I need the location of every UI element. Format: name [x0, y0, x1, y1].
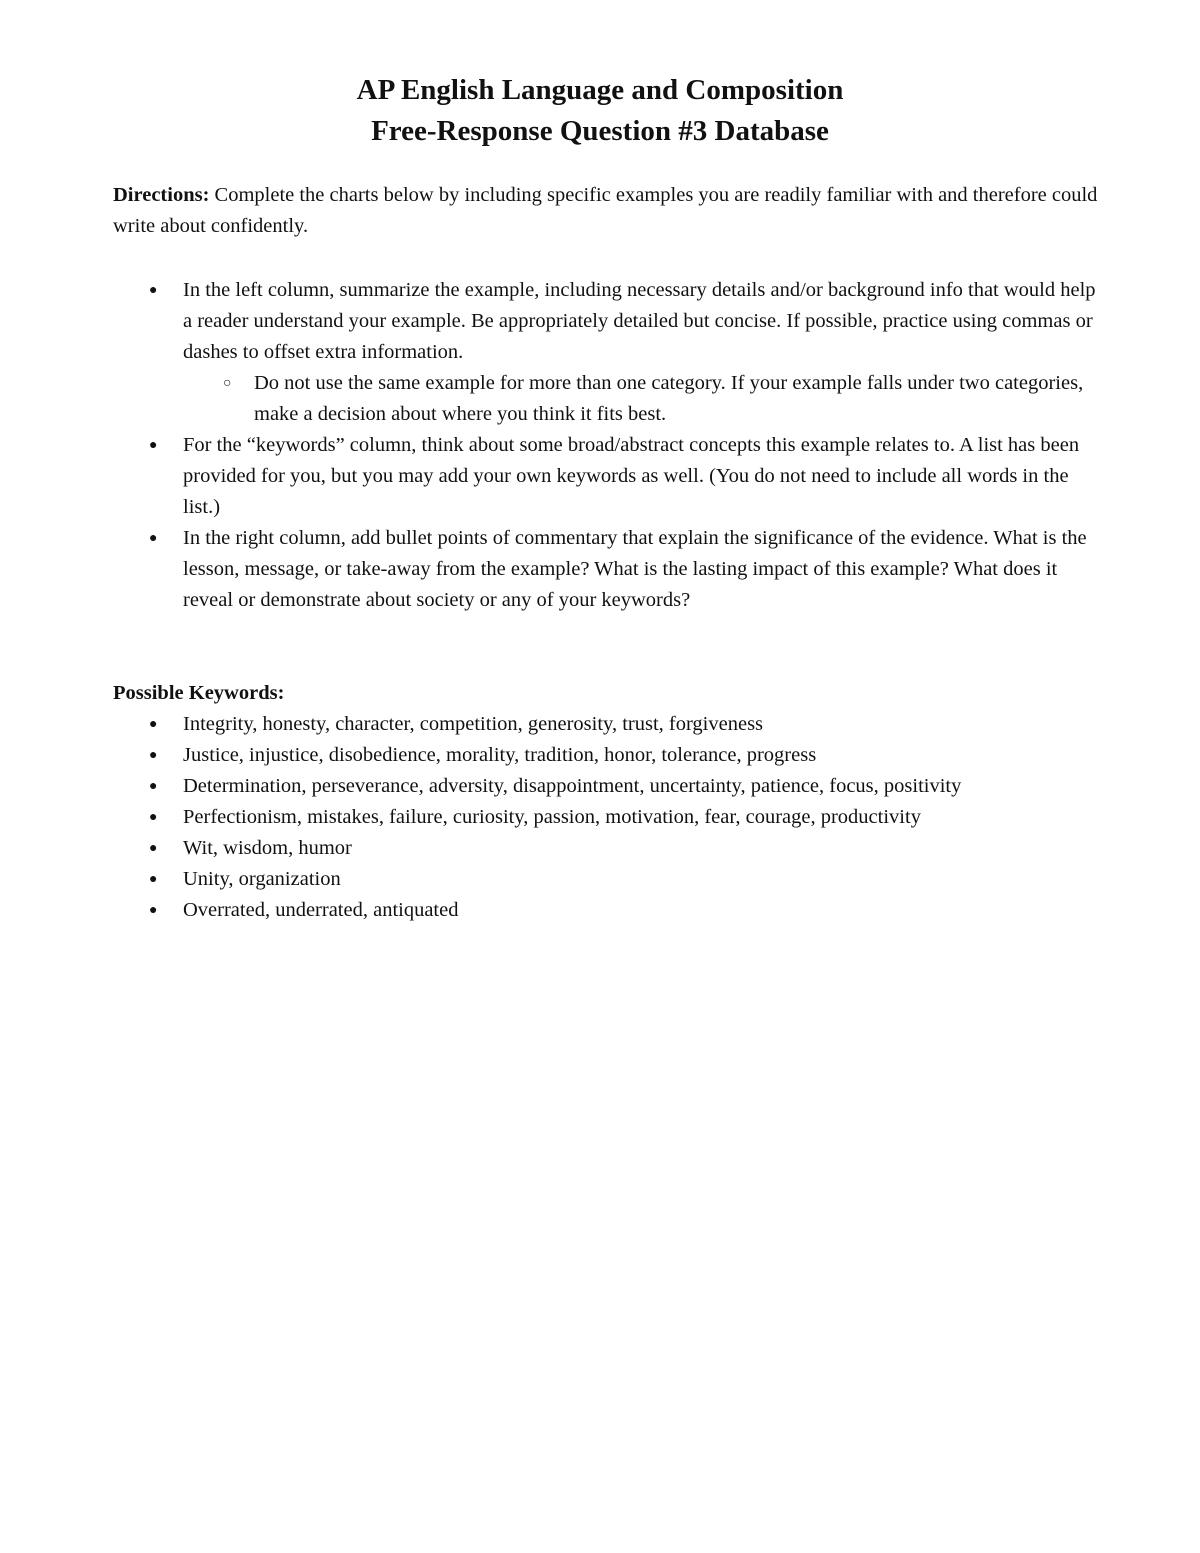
bullet-icon: ●: [149, 779, 158, 794]
bullet-icon: ●: [149, 748, 158, 763]
list-item: [113, 802, 1098, 833]
list-item: [113, 740, 1098, 771]
keyword-group: Perfectionism, mistakes, failure, curiosity, passion, motivation, fear, courage, productivity: [183, 806, 921, 828]
circle-bullet-icon: ○: [223, 376, 232, 391]
directions-text: Complete the charts below by including specific examples you are readily familiar with and therefore could write about confidently.: [113, 184, 1098, 237]
list-item: [113, 523, 1098, 616]
bullet-icon: ●: [149, 841, 158, 856]
document-title: [0, 70, 1200, 152]
instruction-subtext: Do not use the same example for more than one category. If your example falls under two categories, make a decision about where you think it fits best.: [254, 372, 1084, 425]
keyword-group: Unity, organization: [183, 868, 341, 890]
keywords-heading: Possible Keywords:: [113, 682, 285, 704]
list-item: [113, 864, 1098, 895]
keyword-group: Integrity, honesty, character, competition, generosity, trust, forgiveness: [183, 713, 764, 735]
list-item: [113, 771, 1098, 802]
bullet-icon: ●: [149, 872, 158, 887]
bullet-icon: ●: [149, 717, 158, 732]
list-item: [113, 709, 1098, 740]
instruction-text: In the left column, summarize the example, including necessary details and/or background info that would help a reader understand your example. Be appropriately detailed but concise. If possible, practice using commas or dashes to offset extra information.: [183, 279, 1096, 363]
list-item: [113, 430, 1098, 523]
list-item: [113, 275, 1098, 430]
list-item: [183, 368, 1098, 430]
instruction-text: For the “keywords” column, think about some broad/abstract concepts this example relates to. A list has been provided for you, but you may add your own keywords as well. (You do not need to include all words in the list.): [183, 434, 1080, 518]
instruction-text: In the right column, add bullet points of commentary that explain the significance of the evidence. What is the lesson, message, or take-away from the example? What is the lasting impact of this example? What does it reveal or demonstrate about society or any of your keywords?: [183, 527, 1087, 611]
bullet-icon: ●: [149, 438, 158, 453]
keywords-list: [113, 709, 1098, 926]
directions-paragraph: [113, 180, 1098, 242]
bullet-icon: ●: [149, 531, 158, 546]
bullet-icon: ●: [149, 810, 158, 825]
keyword-group: Overrated, underrated, antiquated: [183, 899, 459, 921]
instructions-list: [113, 275, 1098, 616]
title-line-1: AP English Language and Composition: [356, 74, 844, 106]
keyword-group: Wit, wisdom, humor: [183, 837, 352, 859]
title-line-2: Free-Response Question #3 Database: [371, 115, 829, 147]
list-item: [113, 895, 1098, 926]
list-item: [113, 833, 1098, 864]
bullet-icon: ●: [149, 903, 158, 918]
bullet-icon: ●: [149, 283, 158, 298]
keyword-group: Justice, injustice, disobedience, morality, tradition, honor, tolerance, progress: [183, 744, 817, 766]
keyword-group: Determination, perseverance, adversity, disappointment, uncertainty, patience, focus, positivity: [183, 775, 962, 797]
directions-label: Directions:: [113, 184, 210, 206]
